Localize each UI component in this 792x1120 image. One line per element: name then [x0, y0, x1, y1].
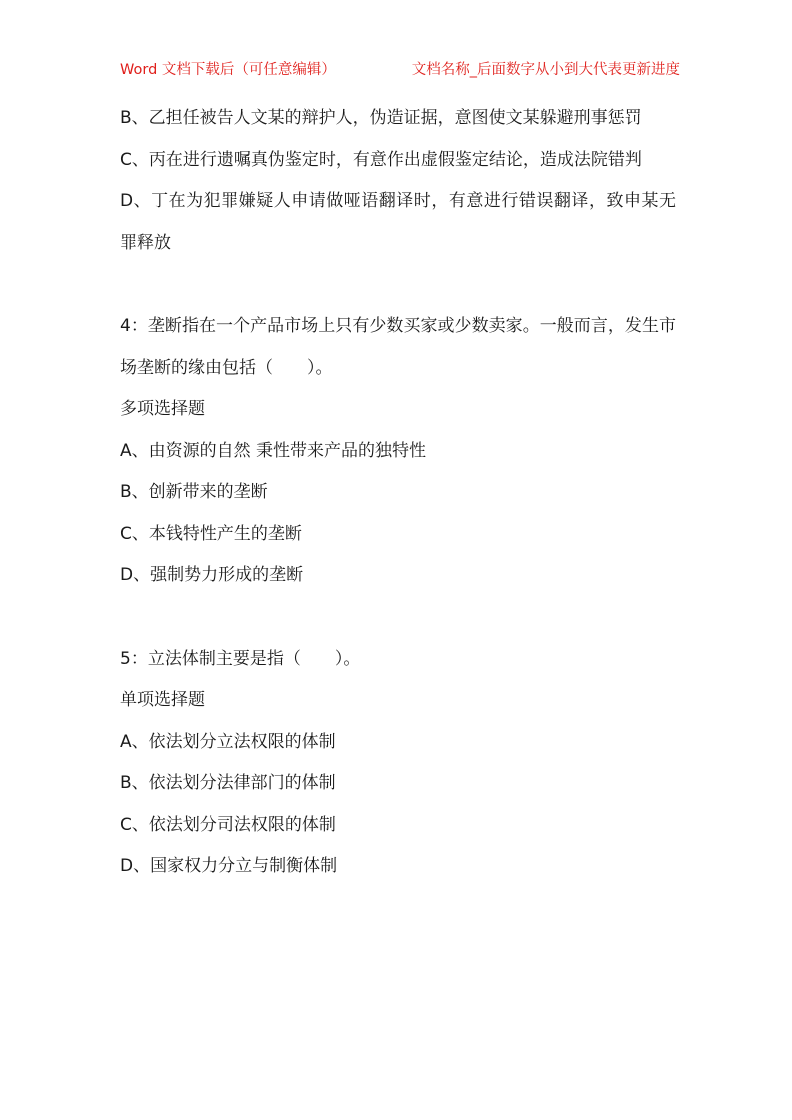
q4-type: 多项选择题	[120, 399, 205, 419]
header-left-text: Word 文档下载后（可任意编辑）	[120, 62, 336, 78]
document-body	[120, 98, 676, 888]
spacer	[120, 264, 676, 306]
q3-option-c: C、丙在进行遗嘱真伪鉴定时，有意作出虚假鉴定结论，造成法院错判	[120, 149, 642, 170]
q5-option-b: B、依法划分法律部门的体制	[120, 773, 336, 793]
q4-option-b: B、创新带来的垄断	[120, 482, 268, 502]
q5-option-d: D、国家权力分立与制衡体制	[120, 856, 338, 876]
q4-option-d: D、强制势力形成的垄断	[120, 565, 304, 585]
q5-option-a: A、依法划分立法权限的体制	[120, 731, 336, 752]
q4-question: 4：垄断指在一个产品市场上只有少数买家或少数卖家。一般而言，发生市场垄断的缘由包括（ ）。	[120, 316, 676, 378]
q5-option-c: C、依法划分司法权限的体制	[120, 814, 336, 835]
q3-option-d: D、丁在为犯罪嫌疑人申请做哑语翻译时，有意进行错误翻译，致申某无罪释放	[120, 191, 676, 253]
q5-type: 单项选择题	[120, 690, 205, 710]
q4-option-a: A、由资源的自然 秉性带来产品的独特性	[120, 440, 427, 461]
page-header	[120, 58, 680, 79]
q3-option-b: B、乙担任被告人文某的辩护人，伪造证据，意图使文某躲避刑事惩罚	[120, 108, 642, 128]
q5-question: 5：立法体制主要是指（ ）。	[120, 648, 361, 669]
q4-option-c: C、本钱特性产生的垄断	[120, 523, 302, 544]
spacer	[120, 597, 676, 639]
header-right-text: 文档名称_后面数字从小到大代表更新进度	[411, 62, 680, 78]
